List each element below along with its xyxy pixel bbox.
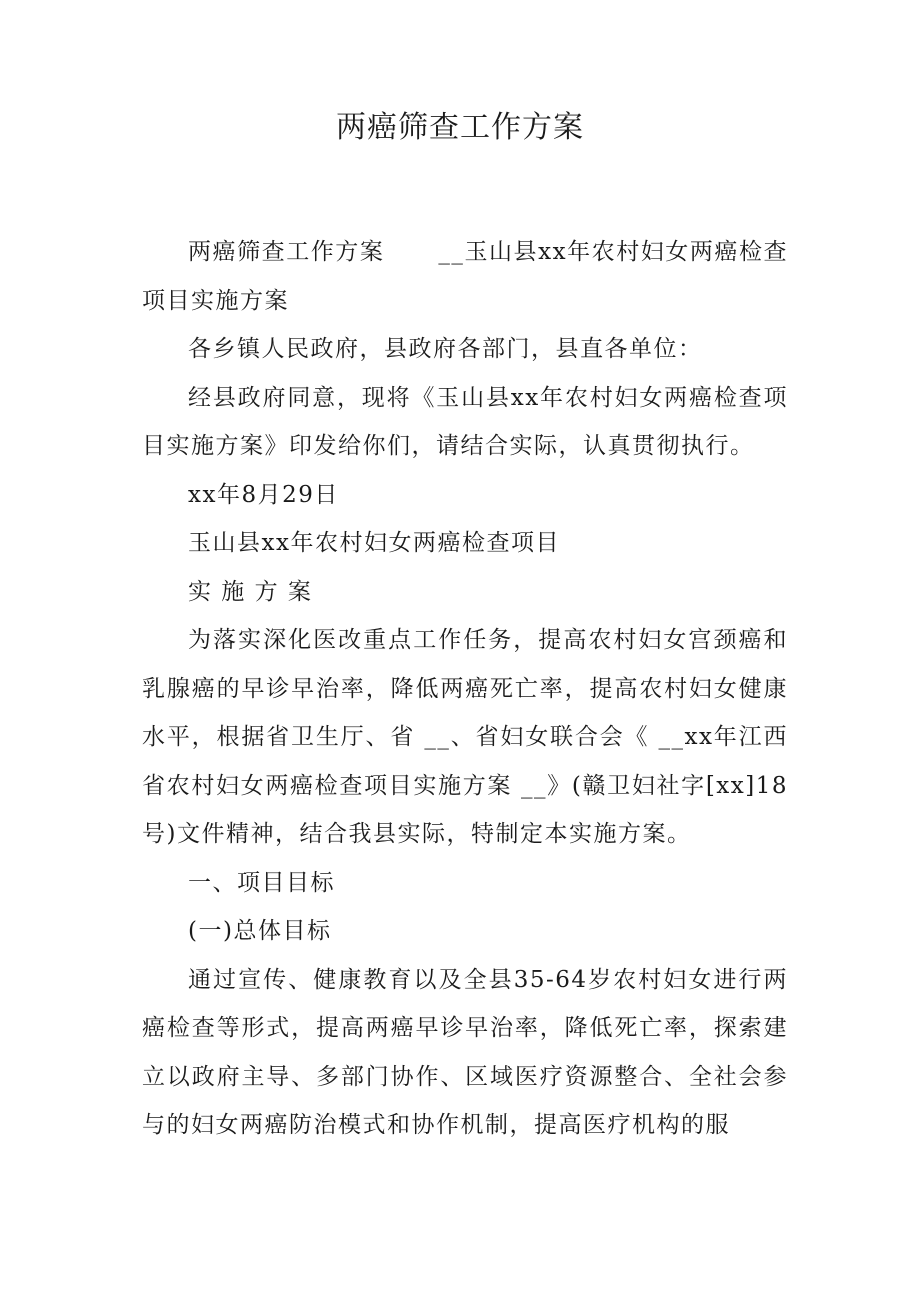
intro-paragraph [142,228,788,325]
notice-paragraph: 经县政府同意，现将《玉山县xx年农村妇女两癌检查项目实施方案》印发给你们，请结合实际，认真贯彻执行。 [142,384,788,459]
date-line: xx年8月29日 [188,481,339,508]
goal-paragraph: 通过宣传、健康教育以及全县35-64岁农村妇女进行两癌检查等形式，提高两癌早诊早治率，降低死亡率，探索建立以政府主导、多部门协作、区域医疗资源整合、全社会参与的妇女两癌防治模式和协作机制，提高医疗机构的服 [142,966,788,1138]
intro-title: 两癌筛查工作方案 [188,239,385,265]
section-heading: 一、项目目标 [188,869,335,896]
document-title: 两癌筛查工作方案 [336,110,584,145]
salutation-paragraph: 各乡镇人民政府，县政府各部门，县直各单位： [188,336,703,362]
intro-subtitle: __玉山县xx年农村妇女两癌检查项目实施方案 [142,239,788,314]
subsection-heading: (一)总体目标 [188,918,332,944]
document-body [142,228,788,1150]
plan-subtitle-line: 实 施 方 案 [188,578,313,605]
purpose-paragraph: 为落实深化医改重点工作任务，提高农村妇女宫颈癌和乳腺癌的早诊早治率，降低两癌死亡率，提高农村妇女健康水平，根据省卫生厅、省 __、省妇女联合会《 __xx年江西省农村妇女两癌检查项目实施方案 __》(赣卫妇社字[xx]18号)文件精神，结合我县实际，特制定本实施方案。 [142,627,788,847]
plan-title-line: 玉山县xx年农村妇女两癌检查项目 [188,530,560,556]
